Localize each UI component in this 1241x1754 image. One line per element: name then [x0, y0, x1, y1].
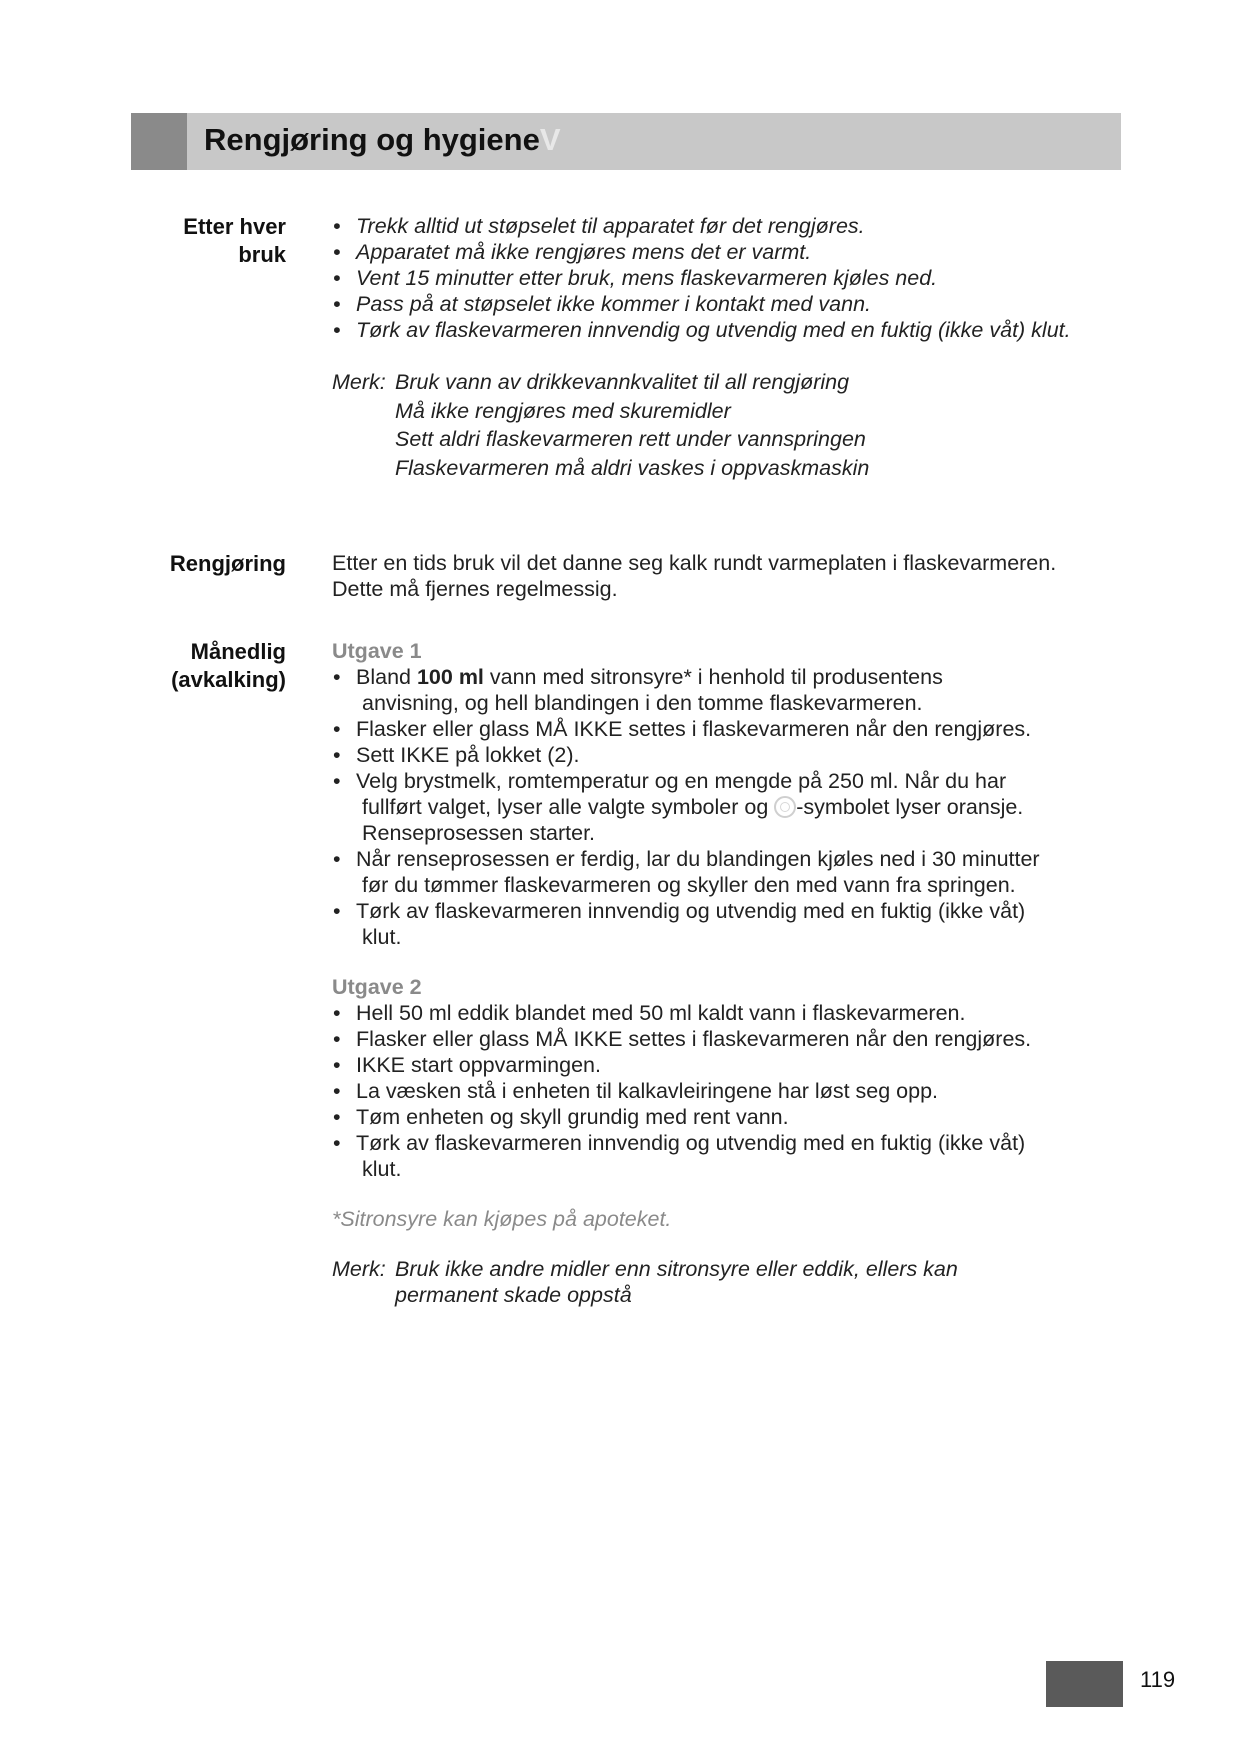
- list-item: • IKKE start oppvarmingen.: [332, 1052, 1132, 1078]
- list-item: • Tørk av flaskevarmeren innvendig og utvendig med en fuktig (ikke våt) klut.: [332, 898, 1132, 950]
- list-item: • Bland 100 ml vann med sitronsyre* i henhold til produsentens anvisning, og hell blandingen i den tomme flaskevarmeren.: [332, 664, 1132, 716]
- option2-list: [332, 1000, 1132, 1182]
- label-monthly: Månedlig (avkalking): [171, 639, 286, 692]
- list-item: • Apparatet må ikke rengjøres mens det er varmt.: [332, 239, 1132, 265]
- label-cleaning: Rengjøring: [169, 551, 286, 576]
- list-item: • Flasker eller glass MÅ IKKE settes i flaskevarmeren når den rengjøres.: [332, 716, 1132, 742]
- after-use-content: [332, 213, 1132, 482]
- power-icon: [774, 796, 796, 818]
- list-item: • Tørk av flaskevarmeren innvendig og utvendig med en fuktig (ikke våt) klut.: [332, 317, 1132, 343]
- footnote: *Sitronsyre kan kjøpes på apoteket.: [332, 1207, 672, 1231]
- page-title: Rengjøring og hygieneV: [204, 122, 561, 157]
- option2-title: Utgave 2: [332, 975, 422, 999]
- final-note: [332, 1256, 1132, 1308]
- list-item: • La væsken stå i enheten til kalkavleiringene har løst seg opp.: [332, 1078, 1132, 1104]
- cleaning-text: Etter en tids bruk vil det danne seg kalk rundt varmeplaten i flaskevarmeren. Dette må fjernes regelmessig.: [332, 551, 1057, 601]
- page-number: 119: [1140, 1667, 1176, 1692]
- note-label: Merk:: [332, 370, 386, 394]
- section-header-bar: [131, 113, 1121, 170]
- list-item: • Når renseprosessen er ferdig, lar du blandingen kjøles ned i 30 minutter før du tømmer flaskevarmeren og skyller den med vann fra springen.: [332, 846, 1132, 898]
- list-item: • Tørk av flaskevarmeren innvendig og utvendig med en fuktig (ikke våt) klut.: [332, 1130, 1132, 1182]
- label-after-use: Etter hver bruk: [183, 214, 286, 267]
- title-mark: V: [539, 122, 561, 157]
- list-item: • Tøm enheten og skyll grundig med rent vann.: [332, 1104, 1132, 1130]
- note-lines: Bruk ikke andre midler enn sitronsyre eller eddik, ellers kan permanent skade oppstå: [395, 1257, 958, 1307]
- list-item: • Hell 50 ml eddik blandet med 50 ml kaldt vann i flaskevarmeren.: [332, 1000, 1132, 1026]
- list-item: • Velg brystmelk, romtemperatur og en mengde på 250 ml. Når du har fullført valget, lyser alle valgte symboler og -symbolet lyser oransje. Renseprosessen starter.: [332, 768, 1132, 846]
- note-lines: Bruk vann av drikkevannkvalitet til all rengjøring Må ikke rengjøres med skuremidler Sett aldri flaskevarmeren rett under vannspringen Flaskevarmeren må aldri vaskes i oppvaskmaskin: [395, 370, 870, 480]
- list-item: • Flasker eller glass MÅ IKKE settes i flaskevarmeren når den rengjøres.: [332, 1026, 1132, 1052]
- note-block: [332, 368, 1132, 482]
- list-item: • Trekk alltid ut støpselet til apparatet før det rengjøres.: [332, 213, 1132, 239]
- note-label: Merk:: [332, 1257, 386, 1281]
- page-number-block: [1046, 1661, 1123, 1707]
- option1-title: Utgave 1: [332, 639, 422, 663]
- header-accent-block: [131, 113, 187, 170]
- list-item: • Vent 15 minutter etter bruk, mens flaskevarmeren kjøles ned.: [332, 265, 1132, 291]
- list-item: • Sett IKKE på lokket (2).: [332, 742, 1132, 768]
- monthly-content: [332, 638, 1132, 1308]
- after-use-list: [332, 213, 1132, 343]
- list-item: • Pass på at støpselet ikke kommer i kontakt med vann.: [332, 291, 1132, 317]
- option1-list: [332, 664, 1132, 950]
